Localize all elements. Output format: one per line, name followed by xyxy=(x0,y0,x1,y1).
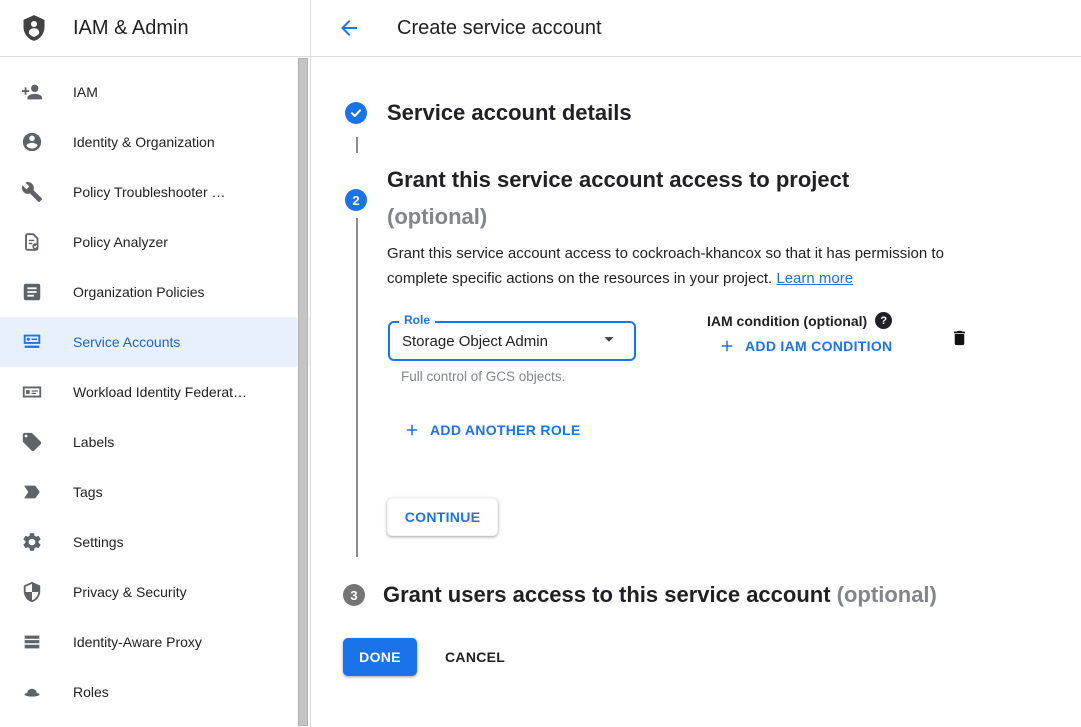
add-iam-condition-label: ADD IAM CONDITION xyxy=(745,338,893,354)
sidebar-item-label: Policy Troubleshooter … xyxy=(73,184,226,200)
page-header xyxy=(311,0,1081,57)
label-tag-icon xyxy=(21,431,43,453)
sidebar-item-identity-aware-proxy[interactable] xyxy=(0,617,310,667)
add-another-role-label: ADD ANOTHER ROLE xyxy=(430,422,581,438)
chevron-down-icon xyxy=(598,328,620,355)
step3-number: 3 xyxy=(350,587,358,603)
person-add-icon xyxy=(21,81,43,103)
step2-number-badge xyxy=(345,189,367,211)
sidebar-item-settings[interactable] xyxy=(0,517,310,567)
sidebar-item-label: Workload Identity Federat… xyxy=(73,384,248,400)
sidebar-item-label: Settings xyxy=(73,534,124,550)
sidebar-item-service-accounts[interactable] xyxy=(0,317,310,367)
role-helper-text: Full control of GCS objects. xyxy=(401,369,566,384)
role-field-label: Role xyxy=(399,313,435,327)
service-account-key-icon xyxy=(21,331,43,353)
help-icon[interactable]: ? xyxy=(875,312,892,329)
continue-button[interactable]: CONTINUE xyxy=(387,498,498,536)
product-title: IAM & Admin xyxy=(73,16,189,39)
step3-optional-label: (optional) xyxy=(836,582,937,607)
gear-icon xyxy=(21,531,43,553)
iam-shield-logo-icon xyxy=(20,12,50,44)
sidebar-item-tags[interactable] xyxy=(0,467,310,517)
learn-more-link[interactable]: Learn more xyxy=(776,270,854,287)
step2-optional-label: (optional) xyxy=(387,204,488,229)
create-service-account-form xyxy=(311,57,1081,727)
sidebar-item-iam[interactable] xyxy=(0,67,310,117)
step2-title xyxy=(387,161,849,235)
sidebar-item-label: Labels xyxy=(73,434,115,450)
step1-complete-check-icon xyxy=(345,102,367,124)
back-arrow-icon[interactable] xyxy=(337,16,361,40)
sidebar-item-label: Policy Analyzer xyxy=(73,234,168,250)
sidebar-item-identity-organization[interactable] xyxy=(0,117,310,167)
page-title: Create service account xyxy=(397,16,602,39)
sidebar-scrollbar xyxy=(297,57,309,727)
cancel-button[interactable]: CANCEL xyxy=(429,638,521,676)
tag-arrow-icon xyxy=(21,481,43,503)
sidebar-item-privacy-security[interactable] xyxy=(0,567,310,617)
add-another-role-button[interactable] xyxy=(403,421,581,439)
step3-title-text: Grant users access to this service account xyxy=(383,582,831,607)
step-connector-line xyxy=(356,218,358,557)
step1-title: Service account details xyxy=(387,100,632,125)
sidebar-item-label: Roles xyxy=(73,684,109,700)
iam-condition-header xyxy=(707,312,892,329)
add-iam-condition-button[interactable] xyxy=(718,337,892,355)
sidebar-item-labels[interactable] xyxy=(0,417,310,467)
id-card-icon xyxy=(21,381,43,403)
sidebar-scrollbar-thumb[interactable] xyxy=(298,58,308,726)
sidebar-item-label: Privacy & Security xyxy=(73,584,187,600)
account-circle-icon xyxy=(21,131,43,153)
sidebar-item-label: Identity-Aware Proxy xyxy=(73,634,202,650)
sidebar-item-organization-policies[interactable] xyxy=(0,267,310,317)
sidebar-item-policy-analyzer[interactable] xyxy=(0,217,310,267)
policy-analyzer-icon xyxy=(21,231,43,253)
trash-icon xyxy=(950,327,969,349)
sidebar-nav xyxy=(0,57,311,727)
delete-role-button[interactable] xyxy=(947,326,971,350)
step2-description xyxy=(387,241,983,291)
sidebar-item-label: Organization Policies xyxy=(73,284,205,300)
step3-title xyxy=(383,582,937,608)
product-header xyxy=(0,0,311,57)
proxy-icon xyxy=(21,631,43,653)
done-button[interactable]: DONE xyxy=(343,638,417,676)
role-select-value: Storage Object Admin xyxy=(402,332,548,350)
sidebar-item-label: Tags xyxy=(73,484,103,500)
step-connector-line xyxy=(356,137,358,153)
step3-number-badge xyxy=(343,584,365,606)
plus-icon xyxy=(403,421,421,439)
iam-condition-label: IAM condition (optional) xyxy=(707,312,868,329)
wrench-icon xyxy=(21,181,43,203)
shield-half-icon xyxy=(21,581,43,603)
sidebar-item-roles[interactable] xyxy=(0,667,310,717)
sidebar-item-label: Identity & Organization xyxy=(73,134,215,150)
role-select[interactable] xyxy=(388,321,636,361)
step2-description-text: Grant this service account access to cockroach-khancox so that it has permission to complete specific actions on the resources in your project. xyxy=(387,245,944,287)
step2-title-text: Grant this service account access to project xyxy=(387,167,850,192)
top-app-bar xyxy=(0,0,1081,57)
sidebar-item-policy-troubleshooter[interactable] xyxy=(0,167,310,217)
document-icon xyxy=(21,281,43,303)
step2-number: 2 xyxy=(352,192,360,208)
hat-icon xyxy=(21,681,43,703)
plus-icon xyxy=(718,337,736,355)
sidebar-item-label: Service Accounts xyxy=(73,334,181,350)
sidebar-item-label: IAM xyxy=(73,84,98,100)
sidebar-item-workload-identity-federation[interactable] xyxy=(0,367,310,417)
